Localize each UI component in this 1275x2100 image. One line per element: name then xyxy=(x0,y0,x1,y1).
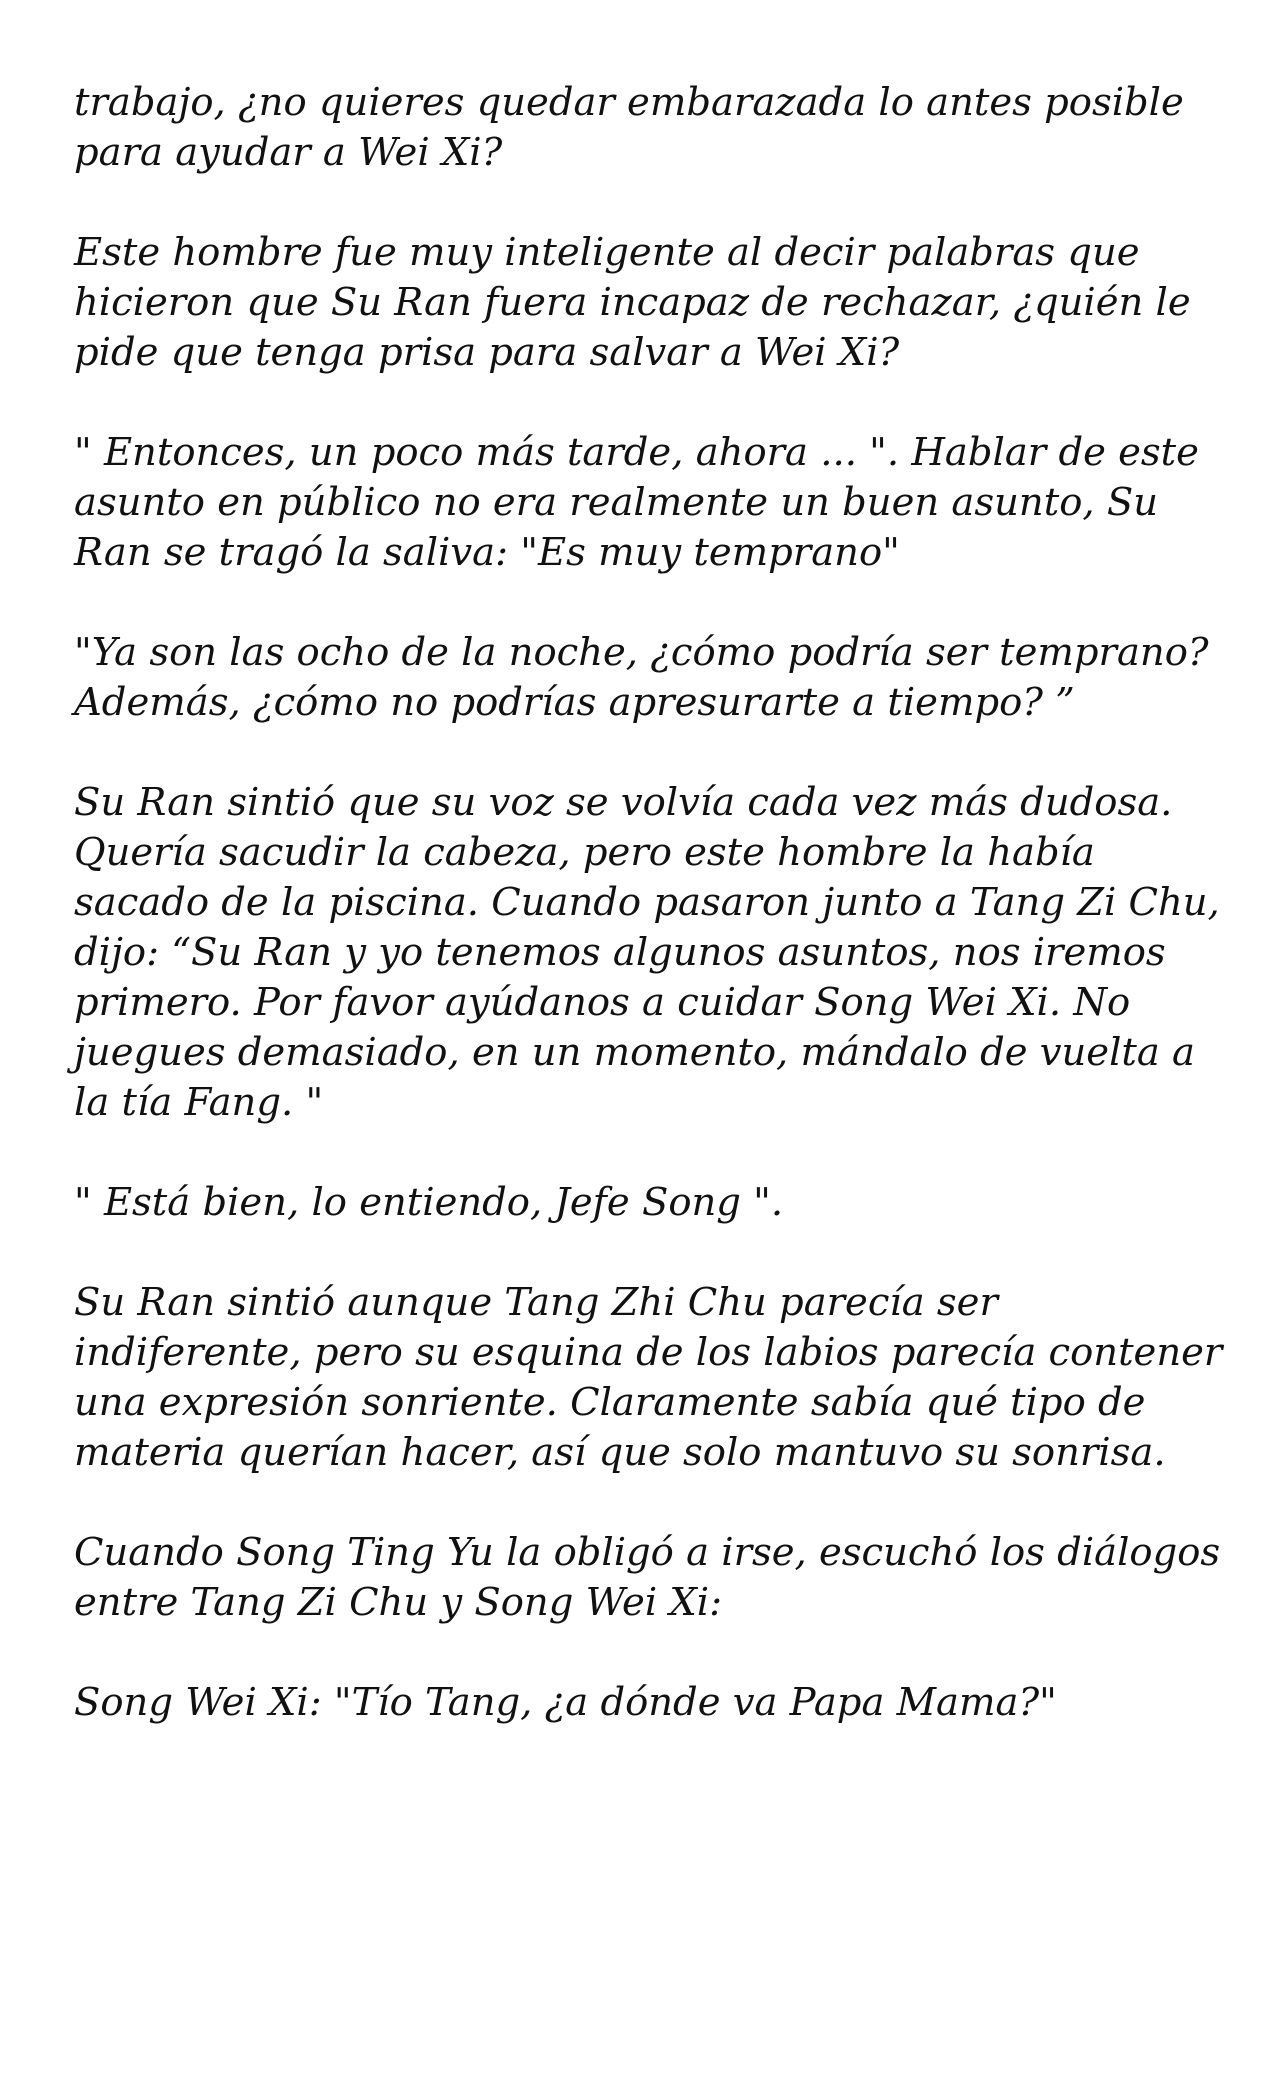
paragraph-4: "Ya son las ocho de la noche, ¿cómo podría ser temprano? Además, ¿cómo no podrías apresurarte a tiempo? ” xyxy=(74,630,1209,725)
paragraph-7: Su Ran sintió aunque Tang Zhi Chu parecía ser indiferente, pero su esquina de los labios parecía contener una expresión sonriente. Claramente sabía qué tipo de materia querían hacer, así que solo mantuvo su sonrisa. xyxy=(74,1280,1223,1475)
document-page xyxy=(74,78,1224,1728)
paragraph-8: Cuando Song Ting Yu la obligó a irse, escuchó los diálogos entre Tang Zi Chu y Song Wei Xi: xyxy=(74,1530,1221,1625)
paragraph-6: " Está bien, lo entiendo, Jefe Song ". xyxy=(74,1180,784,1225)
paragraph-2: Este hombre fue muy inteligente al decir palabras que hicieron que Su Ran fuera incapaz de rechazar, ¿quién le pide que tenga prisa para salvar a Wei Xi? xyxy=(74,230,1191,375)
paragraph-1: trabajo, ¿no quieres quedar embarazada lo antes posible para ayudar a Wei Xi? xyxy=(74,80,1184,175)
paragraph-9: Song Wei Xi: "Tío Tang, ¿a dónde va Papa Mama?" xyxy=(74,1680,1057,1725)
paragraph-5: Su Ran sintió que su voz se volvía cada vez más dudosa. Quería sacudir la cabeza, pero este hombre la había sacado de la piscina. Cuando pasaron junto a Tang Zi Chu, dijo: “Su Ran y yo tenemos algunos asuntos, nos iremos primero. Por favor ayúdanos a cuidar Song Wei Xi. No juegues demasiado, en un momento, mándalo de vuelta a la tía Fang. " xyxy=(74,780,1220,1125)
paragraph-3: " Entonces, un poco más tarde, ahora ... ". Hablar de este asunto en público no era realmente un buen asunto, Su Ran se tragó la saliva: "Es muy temprano" xyxy=(74,430,1199,575)
